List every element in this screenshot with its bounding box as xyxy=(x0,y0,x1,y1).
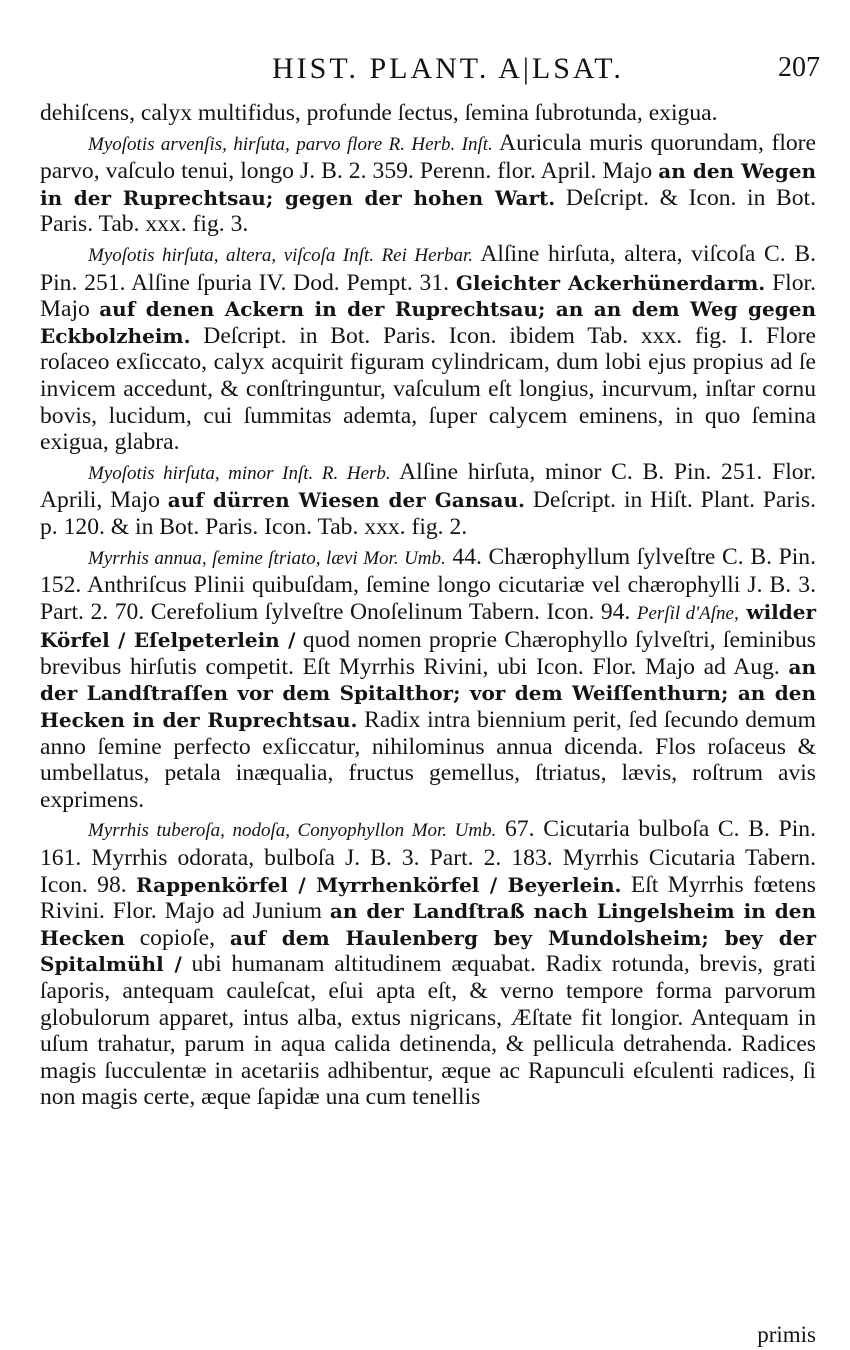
blackletter-run: an der Landſtraß nach Lingelsheim in den Hecken xyxy=(40,899,816,950)
text-run: 44. Chærophyllum ſylveſtre C. B. Pin. 152. Anthriſcus Plinii quibuſdam, ſemine longo cicutariæ vel chærophylli J. B. 3. Part. 2. 70. Cerefolium ſylveſtre Onoſelinum Tabern. Icon. 94. xyxy=(40,543,816,625)
blackletter-run: wilder Körfel / Eſelpeterlein / xyxy=(40,599,817,653)
page-number: 207 xyxy=(778,52,820,83)
running-title: HIST. PLANT. A|LSAT. xyxy=(272,52,624,85)
paragraph xyxy=(40,241,816,456)
paragraph xyxy=(40,816,816,1111)
blackletter-run: Rappenkörfel / Myrrhenkörfel / Beyerlein. xyxy=(136,872,622,897)
text-run: Flor. Majo xyxy=(40,269,816,323)
text-run: quod nomen proprie Chærophyllo ſylveſtri, ſeminibus brevibus hirſutis competit. Eſt Myrrhis Rivini, ubi Icon. Flor. Majo ad Aug. xyxy=(40,627,816,680)
text-run: Auricula muris quorundam, flore parvo, vaſculo tenui, longo J. B. 2. 359. Perenn. flor. April. Majo xyxy=(40,129,816,185)
blackletter-run: an den Wegen in der Ruprechtsau; gegen der hohen Wart. xyxy=(40,159,816,210)
page-header xyxy=(40,52,820,92)
text-run: copioſe, xyxy=(124,924,230,951)
catchword: primis xyxy=(757,1322,816,1347)
paragraph xyxy=(40,130,816,238)
text-run: ubi humanam altitudinem æquabat. Radix rotunda, brevis, grati ſaporis, antequam cauleſcat, eſui apta eſt, & verno tempore forma parvorum globulorum apparet, intus alba, extus nigricans, Æſtate fit longior. Antequam in uſum trahatur, parum in aqua calida detinenda, & pellicula detrahenda. Radices magis ſucculentæ in acetariis adhibentur, æque ac Rapunculi eſculenti radices, ſi non magis certe, æque ſapidæ una cum tenellis xyxy=(40,951,817,1111)
paragraph xyxy=(40,100,816,127)
text-run: Alſine hirſuta, altera, viſcoſa C. B. Pin. 251. Alſine ſpuria IV. Dod. Pempt. 31. xyxy=(40,240,816,296)
text-run: Deſcript. & Icon. in Bot. Paris. Tab. xxx. fig. 3. xyxy=(40,184,816,238)
paragraph xyxy=(40,459,816,541)
blackletter-run: auf denen Ackern in der Ruprechtsau; an an dem Weg gegen Eckbolzheim. xyxy=(40,297,816,348)
blackletter-run: auf dem Haulenberg bey Mundolsheim; bey der Spitalmühl / xyxy=(40,925,816,977)
text-run: Deſcript. in Bot. Paris. Icon. ibidem Tab. xxx. fig. I. Flore roſaceo exſiccato, calyx acquirit figuram cylindricam, dum lobi ejus propius ad ſe invicem accedunt, & conſtringuntur, vaſculum eſt longius, incurvum, inſtar cornu bovis, lucidum, cui ſummitas ademta, ſuper calycem eminens, in quo ſemina exigua, glabra. xyxy=(40,322,816,456)
blackletter-run: auf dürren Wiesen der Gansau. xyxy=(167,488,526,513)
text-run: Alſine hirſuta, minor C. B. Pin. 251. Flor. Aprili, Majo xyxy=(40,458,817,514)
text-run: 67. Cicutaria bulboſa C. B. Pin. 161. Myrrhis odorata, bulboſa J. B. 3. Part. 2. 183. Myrrhis Cicutaria Tabern. Icon. 98. xyxy=(40,816,816,898)
latin-name-run: Perſil d'Aſne, xyxy=(636,602,739,624)
text-run: Radix intra biennium perit, ſed ſecundo demum anno ſemine perfecto exſiccatur, nihilominus annua dicenda. Flos roſaceus & umbellatus, petala inæqualia, fructus gemellus, ſtriatus, lævis, roſtrum avis exprimens. xyxy=(40,707,816,813)
text-run: Deſcript. in Hiſt. Plant. Paris. p. 120. & in Bot. Paris. Icon. Tab. xxx. fig. 2. xyxy=(40,487,816,540)
paragraph xyxy=(40,544,816,814)
blackletter-run: an der Landſtraſſen vor dem Spitalthor; vor dem Weiſſenthurn; an den Hecken in der Ruprechtsau. xyxy=(40,654,816,733)
text-run: Eſt Myrrhis fœtens Rivini. Flor. Majo ad Junium xyxy=(40,871,816,925)
latin-name-run: Myoſotis hirſuta, minor Inſt. R. Herb. xyxy=(88,462,391,484)
page-body xyxy=(40,100,816,1111)
latin-name-run: Myrrhis annua, ſemine ſtriato, lævi Mor. Umb. xyxy=(88,547,446,569)
latin-name-run: Myoſotis arvenſis, hirſuta, parvo flore R. Herb. Inſt. xyxy=(88,133,493,155)
latin-name-run: Myoſotis hirſuta, altera, viſcoſa Inſt. Rei Herbar. xyxy=(88,244,474,266)
latin-name-run: Myrrhis tuberoſa, nodoſa, Conyophyllon Mor. Umb. xyxy=(88,820,497,842)
text-run: dehiſcens, calyx multifidus, profunde ſectus, ſemina ſubrotunda, exigua. xyxy=(40,100,718,126)
blackletter-run: Gleichter Ackerhünerdarm. xyxy=(455,270,766,295)
